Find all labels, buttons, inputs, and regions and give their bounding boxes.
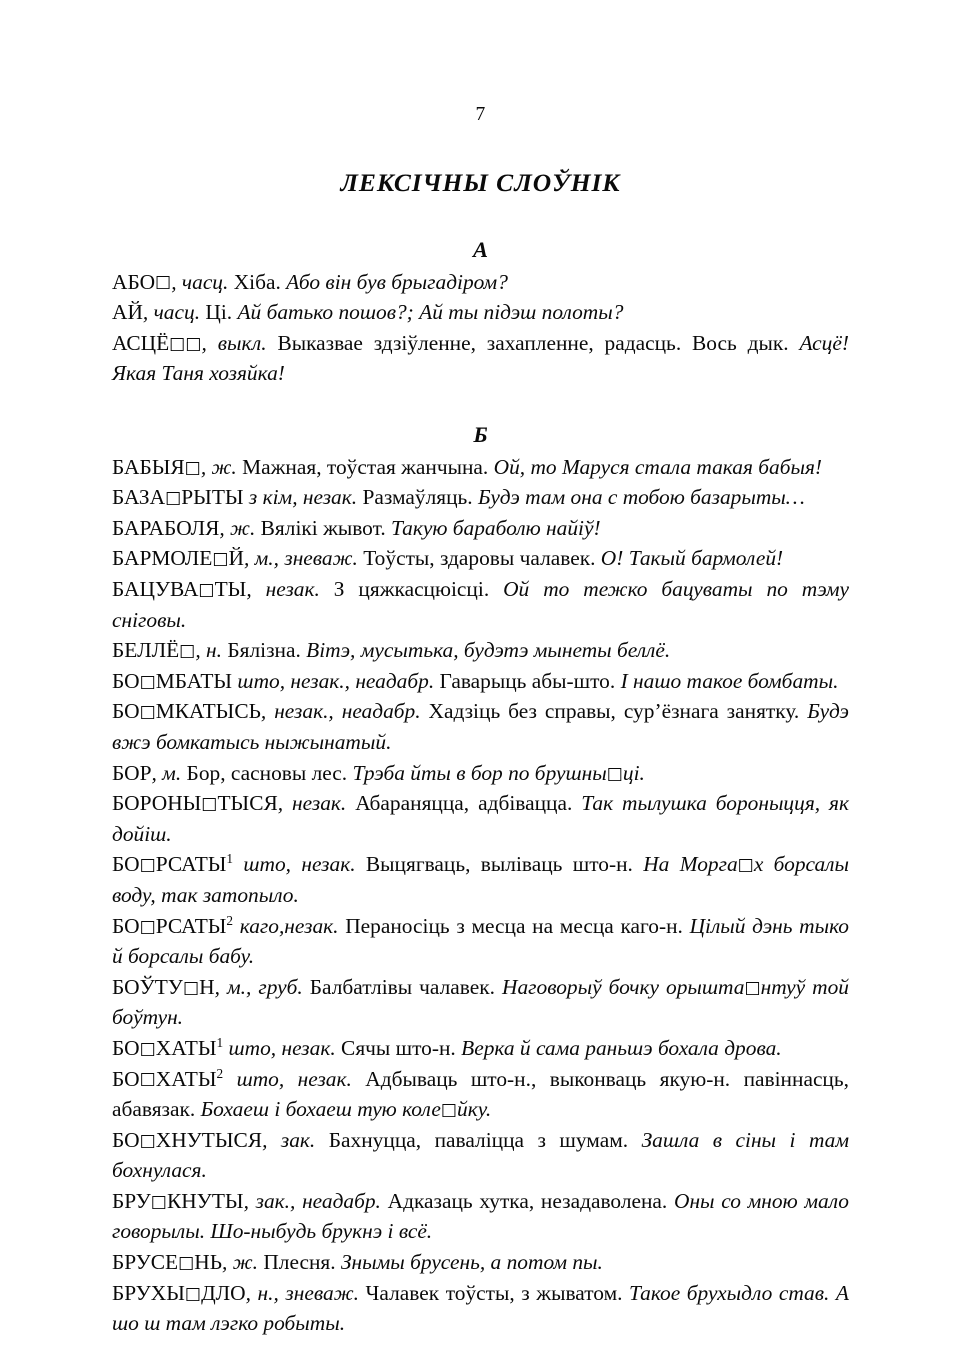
entry-headword-tail: ТЫСЯ [217, 791, 278, 816]
missing-glyph-box [212, 551, 228, 568]
missing-glyph-box [201, 796, 217, 813]
entry-headword: БАРМОЛЕ [112, 546, 213, 571]
entry-headword-tail: Н [199, 974, 215, 999]
entry-headword: БО [112, 668, 140, 693]
entry-example-tail: нтуў той боўтун. [112, 974, 850, 1030]
entry-definition: Бор, сасновы лес. [181, 760, 353, 785]
entry-grammar-label: каго,незак. [233, 913, 339, 938]
dictionary-entry [112, 666, 849, 697]
dictionary-entry [112, 1278, 849, 1339]
entry-example: Ой то тежко бацуваты по тэму сніговы. [112, 577, 850, 632]
entry-definition: Хіба. [228, 269, 287, 294]
entry-definition: Вялікі жывот. [255, 515, 392, 540]
entry-grammar-label: , м. [151, 760, 182, 785]
missing-glyph-box [179, 643, 195, 660]
entry-definition: Тоўсты, здаровы чалавек. [357, 546, 601, 571]
entry-definition: Пераносіць з месца на месца каго-н. [338, 913, 690, 938]
missing-glyph-box [140, 704, 156, 721]
entry-example: Такую бараболю найіў! [391, 515, 601, 540]
entry-example: Будэ вжэ бомкатысь ныжынатый. [112, 699, 849, 754]
entry-headword: БРУ [112, 1188, 151, 1213]
missing-glyph-box [441, 1102, 457, 1119]
entry-definition: Балбатлівы чалавек. [302, 974, 503, 999]
entry-definition: Адказаць хутка, незадаволена. [380, 1188, 674, 1213]
entry-example: Вітэ, мусытька, будэтэ мынеты беллё. [306, 638, 671, 663]
entry-grammar-label: , м., зневаж. [243, 546, 358, 571]
entry-grammar-label: , зак., неадабр. [243, 1188, 381, 1213]
entry-grammar-label: , н., зневаж. [245, 1280, 359, 1305]
missing-glyph-box [151, 1194, 167, 1211]
entry-headword-tail: ХАТЫ [155, 1035, 217, 1060]
entry-definition: Мажная, тоўстая жанчына. [236, 454, 494, 479]
entry-example: Ай батько пошов?; Ай ты підэш полоты? [237, 300, 624, 325]
entry-definition: Чалавек тоўсты, з жыватом. [358, 1280, 630, 1305]
entry-example: Будэ там она с тобою базарыты… [478, 485, 805, 510]
entry-definition: Выказвае здзіўленне, захапленне, радасць. Вось дык. [266, 330, 800, 355]
entry-headword: БЕЛЛЁ [112, 638, 180, 663]
entry-example: Трэба йты в бор по брушны [352, 760, 607, 785]
entry-example: Ой, то Маруся стала такая бабыя! [493, 454, 823, 479]
missing-glyph-box [607, 766, 623, 783]
missing-glyph-box [155, 274, 171, 291]
entry-headword-tail: ДЛО [201, 1280, 246, 1305]
dictionary-entry [112, 482, 849, 513]
entry-headword-tail: МБАТЫ [155, 668, 233, 693]
entry-headword: АЙ [112, 300, 143, 325]
dictionary-entry [112, 635, 849, 666]
dictionary-entry [112, 267, 849, 298]
dictionary-entry [112, 758, 849, 789]
missing-glyph-box [183, 980, 199, 997]
dictionary-entry [112, 452, 849, 483]
entry-example: Бохаеш і бохаеш тую коле [200, 1097, 441, 1122]
entry-homonym-index: 1 [226, 851, 234, 867]
entry-headword-tail: РСАТЫ [155, 913, 227, 938]
missing-glyph-box [744, 980, 760, 997]
entry-definition: Выцягваць, выліваць што-н. [355, 852, 644, 877]
entry-homonym-index: 2 [226, 912, 234, 928]
dictionary-entry [112, 696, 849, 757]
entry-grammar-label: што, незак., неадабр. [232, 668, 435, 693]
entry-headword-tail: РЫТЫ [181, 485, 244, 510]
entry-headword: БО [112, 699, 140, 724]
page-text-block [112, 104, 849, 1339]
entry-headword: БРУСЕ [112, 1250, 179, 1275]
entry-grammar-label: , н. [195, 638, 222, 663]
entry-headword-tail: КНУТЫ [166, 1188, 244, 1213]
entry-grammar-label: , выкл. [201, 330, 267, 355]
missing-glyph-box [738, 857, 754, 874]
dictionary-entry [112, 328, 849, 389]
page-number: 7 [475, 104, 486, 125]
entry-grammar-label: з кім, незак. [243, 485, 358, 510]
entry-list [112, 267, 849, 389]
dictionary-entry [112, 1247, 849, 1278]
dictionary-entry [112, 849, 849, 910]
entry-definition: Плесня. [257, 1250, 341, 1275]
missing-glyph-box [165, 490, 181, 507]
entry-headword-tail: ХАТЫ [155, 1066, 217, 1091]
entry-headword: БОЎТУ [112, 974, 183, 999]
entry-example-tail: йку. [457, 1097, 492, 1122]
entry-headword-tail: МКАТЫСЬ [155, 699, 261, 724]
entry-headword: БРУХЫ [112, 1280, 185, 1305]
section-letter-А: А [472, 236, 488, 262]
entry-headword: БО [112, 852, 140, 877]
entry-homonym-index: 1 [216, 1034, 224, 1050]
dictionary-entry [112, 543, 849, 574]
entry-example-tail: ці. [622, 760, 645, 785]
entry-grammar-label: , зак. [262, 1127, 316, 1152]
entry-definition: Бахнуцца, паваліцца з шумам. [315, 1127, 642, 1152]
entry-grammar-label: , ж. [222, 1250, 258, 1275]
entry-grammar-label: што, незак. [233, 852, 356, 877]
dictionary-entry [112, 1064, 849, 1125]
missing-glyph-box [140, 674, 156, 691]
entry-grammar-label: , часц. [171, 269, 229, 294]
entry-definition: Ці. [200, 300, 238, 325]
dictionary-entry [112, 1125, 849, 1186]
entry-definition: Гаварыць абы-што. [434, 668, 621, 693]
missing-glyph-box [140, 1071, 156, 1088]
dictionary-entry [112, 1186, 849, 1247]
missing-glyph-box [169, 336, 185, 353]
entry-example: На Морга [643, 852, 738, 877]
entry-headword: АБО [112, 269, 156, 294]
dictionary-entry [112, 972, 849, 1033]
entry-headword-tail: НЬ [194, 1250, 223, 1275]
entry-example: Зашла в сіны і там бохнулася. [112, 1127, 849, 1183]
entry-headword: БО [112, 1127, 140, 1152]
entry-headword-tail: ТЫ [214, 577, 247, 601]
missing-glyph-box [140, 919, 156, 936]
entry-definition: Сячы што-н. [335, 1035, 462, 1060]
entry-example: І нашо такое бомбаты. [620, 668, 839, 693]
missing-glyph-box [185, 460, 201, 477]
entry-example: Так тылушка бороныцця, як дойіш. [112, 791, 850, 846]
missing-glyph-box [140, 1133, 156, 1150]
missing-glyph-box [140, 1041, 156, 1058]
entry-example: Асцё! Якая Таня хозяйка! [112, 330, 849, 386]
entry-grammar-label: што, незак. [223, 1035, 336, 1060]
dictionary-entry [112, 297, 849, 328]
entry-example: Цілый дэнь тыко й борсалы бабу. [112, 913, 850, 969]
entry-definition: Бялізна. [221, 638, 307, 663]
entry-definition: Хадзіць без справы, сур’ёзнага занятку. [420, 699, 808, 724]
entry-headword: БАБЫЯ [112, 454, 185, 479]
missing-glyph-box [140, 857, 156, 874]
entry-homonym-index: 2 [216, 1065, 224, 1081]
missing-glyph-box [185, 336, 201, 353]
entry-headword-tail: РСАТЫ [155, 852, 227, 877]
missing-glyph-box [185, 1286, 201, 1303]
entry-example: Наговорыў бочку орышта [502, 974, 745, 999]
entry-headword: БАЦУВА [112, 577, 199, 601]
entry-example: Верка й сама раньшэ бохала дрова. [461, 1035, 782, 1060]
entry-example: Знымы брусень, а потом пы. [340, 1250, 603, 1275]
entry-grammar-label: , незак. [246, 577, 320, 601]
entry-grammar-label: , ж. [200, 454, 237, 479]
entry-headword-tail: Й [228, 546, 244, 571]
entry-definition: Абараняцца, адбівацца. [346, 791, 582, 816]
entry-headword: БО [112, 1035, 140, 1060]
missing-glyph-box [198, 582, 214, 599]
entry-headword: БОРОНЫ [112, 791, 202, 816]
entry-example: Або він був брыгадіром? [286, 269, 508, 294]
section-letter-Б: Б [473, 421, 488, 447]
entry-grammar-label: , часц. [142, 300, 201, 325]
entry-headword: БОР [112, 760, 152, 785]
entry-example: Такое брухыдло став. А шо ш там лэгко робыты. [112, 1280, 850, 1336]
entry-definition: Адбываць што-н., выконваць якую-н. павіннасць, абавязак. [112, 1066, 849, 1122]
page-title: ЛЕКСІЧНЫ СЛОЎНІК [340, 168, 621, 198]
dictionary-entry [112, 911, 849, 972]
entry-headword: БО [112, 1066, 140, 1091]
entry-headword: БАЗА [112, 485, 166, 510]
entry-definition: З цяжкасцюісці. [319, 577, 504, 601]
entry-headword: АСЦЁ [112, 330, 170, 355]
entry-grammar-label: што, незак. [223, 1066, 352, 1091]
entry-grammar-label: , незак. [277, 791, 347, 816]
missing-glyph-box [178, 1255, 194, 1272]
entry-headword: БАРАБОЛЯ [112, 515, 220, 540]
dictionary-entry [112, 788, 849, 849]
entry-headword: БО [112, 913, 140, 938]
entry-example-tail: х борсалы воду, так затопыло. [112, 852, 849, 907]
entry-grammar-label: , м., груб. [214, 974, 303, 999]
entry-headword-tail: ХНУТЫСЯ [155, 1127, 263, 1152]
dictionary-entry [112, 574, 849, 635]
entry-example: О! Такый бармолей! [600, 546, 784, 571]
dictionary-entry [112, 513, 849, 544]
dictionary-entry [112, 1033, 849, 1064]
entry-example: Оны со мною мало говорылы. Шо-ныбудь брукнэ і всё. [112, 1188, 850, 1244]
entry-list [112, 452, 849, 1339]
entry-grammar-label: , незак., неадабр. [260, 699, 421, 724]
entry-definition: Размаўляць. [357, 485, 478, 510]
entry-grammar-label: , ж. [219, 515, 256, 540]
dictionary-sections [112, 238, 849, 1339]
